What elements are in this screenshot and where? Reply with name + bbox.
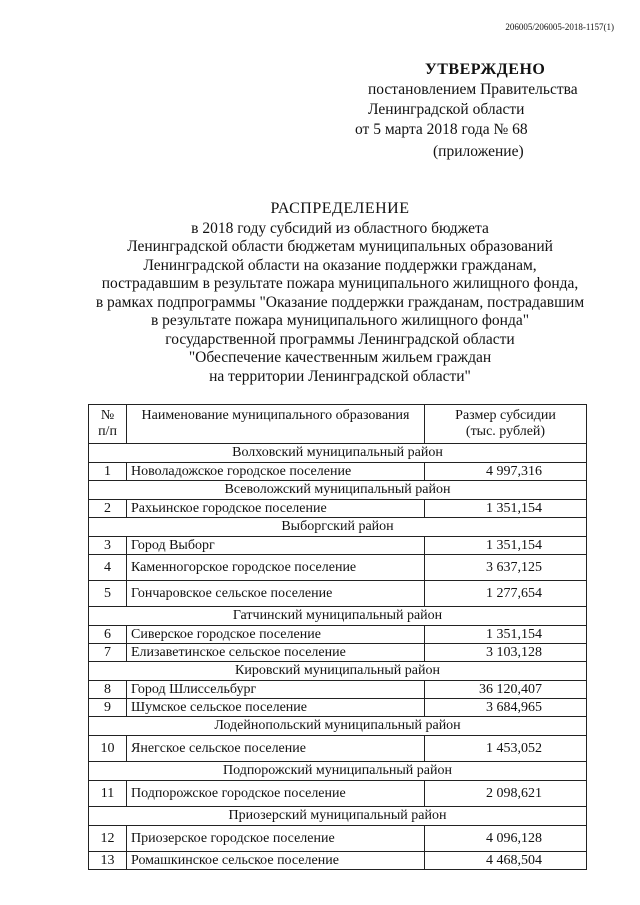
document-heading [0, 200, 640, 386]
row-number: 7 [89, 644, 127, 662]
row-amount: 36 120,407 [425, 681, 587, 699]
heading-title: РАСПРЕДЕЛЕНИЕ [270, 200, 410, 217]
row-municipality: Каменногорское городское поселение [127, 555, 425, 581]
heading-line: государственной программы Ленинградской области [165, 330, 515, 348]
region-heading: Выборгский район [89, 518, 587, 537]
row-amount: 2 098,621 [425, 781, 587, 807]
row-municipality: Сиверское городское поселение [127, 626, 425, 644]
header-amount-line2: (тыс. рублей) [465, 424, 546, 439]
header-amount-line1: Размер субсидии [455, 408, 556, 423]
row-number: 4 [89, 555, 127, 581]
row-municipality: Рахьинское городское поселение [127, 500, 425, 518]
approval-line: постановлением Правительства [368, 81, 578, 98]
region-heading: Приозерский муниципальный район [89, 807, 587, 826]
row-amount: 4 468,504 [425, 852, 587, 870]
row-amount: 3 103,128 [425, 644, 587, 662]
header-amount [425, 405, 587, 444]
row-number: 11 [89, 781, 127, 807]
heading-line: пострадавшим в результате пожара муниципального жилищного фонда, [101, 275, 579, 292]
table-body [89, 444, 587, 870]
approval-appendix-label: (приложение) [433, 143, 524, 160]
document-id: 206005/206005-2018-1157(1) [505, 22, 614, 32]
row-municipality: Город Шлиссельбург [127, 681, 425, 699]
row-number: 3 [89, 537, 127, 555]
row-amount: 1 453,052 [425, 736, 587, 762]
row-municipality: Ромашкинское сельское поселение [127, 852, 425, 870]
header-num-line2: п/п [98, 424, 117, 439]
header-num [89, 405, 127, 444]
row-number: 12 [89, 826, 127, 852]
table-header [89, 405, 587, 444]
row-amount: 3 637,125 [425, 555, 587, 581]
row-municipality: Шумское сельское поселение [127, 699, 425, 717]
region-heading: Гатчинский муниципальный район [89, 607, 587, 626]
row-number: 1 [89, 463, 127, 481]
row-amount: 3 684,965 [425, 699, 587, 717]
row-number: 10 [89, 736, 127, 762]
row-amount: 1 351,154 [425, 537, 587, 555]
heading-line: Ленинградской области бюджетам муниципальных образований [127, 238, 553, 255]
heading-line: в 2018 году субсидий из областного бюджета [191, 219, 489, 237]
region-heading: Волховский муниципальный район [89, 444, 587, 463]
row-municipality: Приозерское городское поселение [127, 826, 425, 852]
row-number: 13 [89, 852, 127, 870]
header-name: Наименование муниципального образования [127, 405, 425, 444]
row-amount: 1 351,154 [425, 500, 587, 518]
row-amount: 4 096,128 [425, 826, 587, 852]
row-amount: 1 277,654 [425, 581, 587, 607]
row-amount: 4 997,316 [425, 463, 587, 481]
approval-date-line: от 5 марта 2018 года № 68 [355, 121, 528, 138]
heading-line: "Обеспечение качественным жильем граждан [188, 349, 492, 366]
row-municipality: Янегское сельское поселение [127, 736, 425, 762]
row-amount: 1 351,154 [425, 626, 587, 644]
row-municipality: Гончаровское сельское поселение [127, 581, 425, 607]
region-heading: Кировский муниципальный район [89, 662, 587, 681]
heading-line: в результате пожара муниципального жилищного фонда" [150, 312, 530, 329]
row-number: 9 [89, 699, 127, 717]
approval-block [355, 60, 585, 162]
approval-title: УТВЕРЖДЕНО [425, 61, 546, 78]
row-municipality: Елизаветинское сельское поселение [127, 644, 425, 662]
subsidy-table [88, 404, 587, 870]
region-heading: Всеволожский муниципальный район [89, 481, 587, 500]
region-heading: Подпорожский муниципальный район [89, 762, 587, 781]
row-number: 5 [89, 581, 127, 607]
row-municipality: Новоладожское городское поселение [127, 463, 425, 481]
region-heading: Лодейнопольский муниципальный район [89, 717, 587, 736]
row-number: 6 [89, 626, 127, 644]
heading-line: на территории Ленинградской области" [209, 367, 471, 385]
heading-line: в рамках подпрограммы "Оказание поддержки гражданам, пострадавшим [95, 293, 585, 311]
heading-line: Ленинградской области на оказание поддержки гражданам, [143, 256, 537, 274]
row-municipality: Город Выборг [127, 537, 425, 555]
row-municipality: Подпорожское городское поселение [127, 781, 425, 807]
row-number: 8 [89, 681, 127, 699]
approval-line: Ленинградской области [368, 101, 525, 118]
row-number: 2 [89, 500, 127, 518]
header-num-line1: № [100, 408, 115, 423]
